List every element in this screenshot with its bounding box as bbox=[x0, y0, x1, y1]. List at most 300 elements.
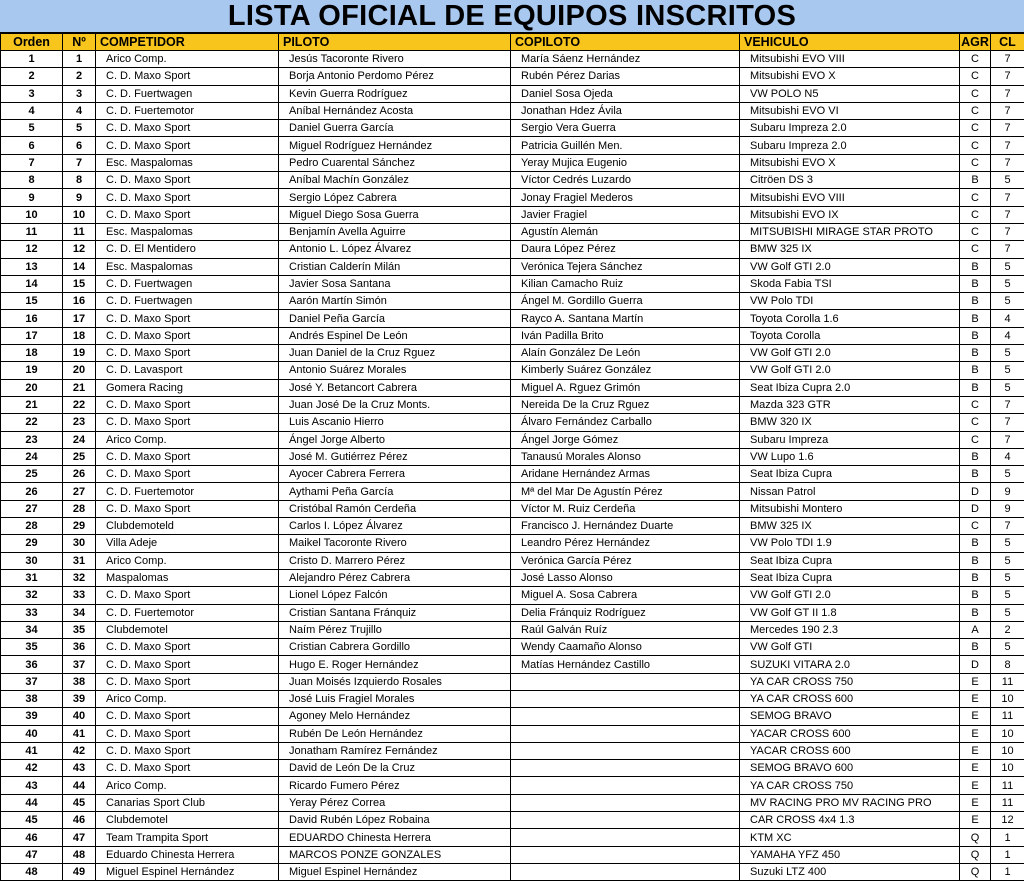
piloto-cell: David de León De la Cruz bbox=[279, 760, 511, 777]
vehiculo-cell: Seat Ibiza Cupra bbox=[740, 552, 960, 569]
cl-cell: 7 bbox=[991, 431, 1024, 448]
table-row bbox=[1, 275, 1024, 292]
copiloto-cell: José Lasso Alonso bbox=[511, 569, 740, 586]
competidor-cell: C. D. Maxo Sport bbox=[96, 448, 279, 465]
copiloto-cell: Delia Fránquiz Rodríguez bbox=[511, 604, 740, 621]
agr-cell: B bbox=[960, 552, 991, 569]
table-row bbox=[1, 846, 1024, 863]
table-row bbox=[1, 172, 1024, 189]
vehiculo-cell: VW Golf GTI 2.0 bbox=[740, 587, 960, 604]
copiloto-cell bbox=[511, 846, 740, 863]
agr-cell: E bbox=[960, 794, 991, 811]
orden-cell: 44 bbox=[1, 794, 63, 811]
copiloto-cell: Patricia Guillén Men. bbox=[511, 137, 740, 154]
competidor-cell: Maspalomas bbox=[96, 569, 279, 586]
numero-cell: 21 bbox=[63, 379, 96, 396]
table-row bbox=[1, 777, 1024, 794]
orden-cell: 20 bbox=[1, 379, 63, 396]
competidor-cell: C. D. Maxo Sport bbox=[96, 189, 279, 206]
table-row bbox=[1, 51, 1024, 68]
vehiculo-cell: Subaru Impreza bbox=[740, 431, 960, 448]
orden-cell: 40 bbox=[1, 725, 63, 742]
column-header-cl: CL bbox=[991, 34, 1024, 51]
numero-cell: 3 bbox=[63, 85, 96, 102]
piloto-cell: Hugo E. Roger Hernández bbox=[279, 656, 511, 673]
cl-cell: 5 bbox=[991, 258, 1024, 275]
vehiculo-cell: VW Golf GT II 1.8 bbox=[740, 604, 960, 621]
copiloto-cell: Agustín Alemán bbox=[511, 223, 740, 240]
cl-cell: 1 bbox=[991, 863, 1024, 880]
competidor-cell: Gomera Racing bbox=[96, 379, 279, 396]
table-row bbox=[1, 621, 1024, 638]
competidor-cell: C. D. Maxo Sport bbox=[96, 656, 279, 673]
piloto-cell: José Luis Fragiel Morales bbox=[279, 690, 511, 707]
copiloto-cell bbox=[511, 673, 740, 690]
numero-cell: 36 bbox=[63, 639, 96, 656]
vehiculo-cell: MITSUBISHI MIRAGE STAR PROTO bbox=[740, 223, 960, 240]
competidor-cell: C. D. Maxo Sport bbox=[96, 206, 279, 223]
vehiculo-cell: Mitsubishi EVO X bbox=[740, 154, 960, 171]
orden-cell: 47 bbox=[1, 846, 63, 863]
agr-cell: E bbox=[960, 760, 991, 777]
copiloto-cell: Kilian Camacho Ruiz bbox=[511, 275, 740, 292]
copiloto-cell bbox=[511, 794, 740, 811]
table-row bbox=[1, 708, 1024, 725]
numero-cell: 31 bbox=[63, 552, 96, 569]
competidor-cell: Clubdemotel bbox=[96, 621, 279, 638]
vehiculo-cell: KTM XC bbox=[740, 829, 960, 846]
numero-cell: 18 bbox=[63, 327, 96, 344]
table-row bbox=[1, 639, 1024, 656]
cl-cell: 7 bbox=[991, 518, 1024, 535]
vehiculo-cell: Mitsubishi EVO IX bbox=[740, 206, 960, 223]
copiloto-cell: Javier Fragiel bbox=[511, 206, 740, 223]
copiloto-cell: Matías Hernández Castillo bbox=[511, 656, 740, 673]
agr-cell: C bbox=[960, 85, 991, 102]
vehiculo-cell: Mazda 323 GTR bbox=[740, 396, 960, 413]
piloto-cell: Daniel Guerra García bbox=[279, 120, 511, 137]
competidor-cell: C. D. Maxo Sport bbox=[96, 414, 279, 431]
piloto-cell: Jonatham Ramírez Fernández bbox=[279, 742, 511, 759]
copiloto-cell: Verónica Tejera Sánchez bbox=[511, 258, 740, 275]
competidor-cell: C. D. Maxo Sport bbox=[96, 466, 279, 483]
numero-cell: 26 bbox=[63, 466, 96, 483]
numero-cell: 11 bbox=[63, 223, 96, 240]
agr-cell: C bbox=[960, 414, 991, 431]
agr-cell: E bbox=[960, 673, 991, 690]
competidor-cell: Arico Comp. bbox=[96, 690, 279, 707]
table-row bbox=[1, 362, 1024, 379]
orden-cell: 42 bbox=[1, 760, 63, 777]
agr-cell: E bbox=[960, 725, 991, 742]
agr-cell: E bbox=[960, 812, 991, 829]
piloto-cell: Sergio López Cabrera bbox=[279, 189, 511, 206]
numero-cell: 9 bbox=[63, 189, 96, 206]
agr-cell: D bbox=[960, 656, 991, 673]
agr-cell: A bbox=[960, 621, 991, 638]
numero-cell: 10 bbox=[63, 206, 96, 223]
copiloto-cell: Verónica García Pérez bbox=[511, 552, 740, 569]
table-row bbox=[1, 863, 1024, 880]
agr-cell: B bbox=[960, 569, 991, 586]
orden-cell: 27 bbox=[1, 500, 63, 517]
piloto-cell: Antonio Suárez Morales bbox=[279, 362, 511, 379]
competidor-cell: Clubdemoteld bbox=[96, 518, 279, 535]
copiloto-cell bbox=[511, 812, 740, 829]
copiloto-cell bbox=[511, 742, 740, 759]
cl-cell: 12 bbox=[991, 812, 1024, 829]
orden-cell: 23 bbox=[1, 431, 63, 448]
table-row bbox=[1, 812, 1024, 829]
agr-cell: E bbox=[960, 690, 991, 707]
vehiculo-cell: Nissan Patrol bbox=[740, 483, 960, 500]
numero-cell: 44 bbox=[63, 777, 96, 794]
piloto-cell: Luis Ascanio Hierro bbox=[279, 414, 511, 431]
numero-cell: 8 bbox=[63, 172, 96, 189]
competidor-cell: C. D. Maxo Sport bbox=[96, 639, 279, 656]
piloto-cell: Cristo D. Marrero Pérez bbox=[279, 552, 511, 569]
competidor-cell: C. D. Fuertwagen bbox=[96, 275, 279, 292]
cl-cell: 7 bbox=[991, 51, 1024, 68]
cl-cell: 11 bbox=[991, 777, 1024, 794]
competidor-cell: C. D. Maxo Sport bbox=[96, 396, 279, 413]
copiloto-cell bbox=[511, 829, 740, 846]
piloto-cell: EDUARDO Chinesta Herrera bbox=[279, 829, 511, 846]
copiloto-cell: Raúl Galván Ruíz bbox=[511, 621, 740, 638]
piloto-cell: Cristóbal Ramón Cerdeña bbox=[279, 500, 511, 517]
competidor-cell: Arico Comp. bbox=[96, 777, 279, 794]
agr-cell: D bbox=[960, 483, 991, 500]
table-row bbox=[1, 518, 1024, 535]
piloto-cell: Aníbal Hernández Acosta bbox=[279, 102, 511, 119]
vehiculo-cell: SEMOG BRAVO bbox=[740, 708, 960, 725]
vehiculo-cell: SEMOG BRAVO 600 bbox=[740, 760, 960, 777]
table-row bbox=[1, 345, 1024, 362]
agr-cell: C bbox=[960, 223, 991, 240]
piloto-cell: Ricardo Fumero Pérez bbox=[279, 777, 511, 794]
cl-cell: 7 bbox=[991, 206, 1024, 223]
agr-cell: C bbox=[960, 68, 991, 85]
table-row bbox=[1, 379, 1024, 396]
orden-cell: 28 bbox=[1, 518, 63, 535]
piloto-cell: MARCOS PONZE GONZALES bbox=[279, 846, 511, 863]
competidor-cell: C. D. Fuertemotor bbox=[96, 483, 279, 500]
numero-cell: 15 bbox=[63, 275, 96, 292]
vehiculo-cell: Toyota Corolla bbox=[740, 327, 960, 344]
table-row bbox=[1, 206, 1024, 223]
table-row bbox=[1, 137, 1024, 154]
numero-cell: 25 bbox=[63, 448, 96, 465]
competidor-cell: C. D. Fuertwagen bbox=[96, 293, 279, 310]
cl-cell: 1 bbox=[991, 846, 1024, 863]
agr-cell: C bbox=[960, 137, 991, 154]
cl-cell: 7 bbox=[991, 120, 1024, 137]
agr-cell: C bbox=[960, 396, 991, 413]
vehiculo-cell: VW POLO N5 bbox=[740, 85, 960, 102]
numero-cell: 48 bbox=[63, 846, 96, 863]
column-header-orden: Orden bbox=[1, 34, 63, 51]
cl-cell: 10 bbox=[991, 725, 1024, 742]
cl-cell: 5 bbox=[991, 639, 1024, 656]
orden-cell: 18 bbox=[1, 345, 63, 362]
cl-cell: 5 bbox=[991, 275, 1024, 292]
table-row bbox=[1, 725, 1024, 742]
column-header-vehiculo: VEHICULO bbox=[740, 34, 960, 51]
copiloto-cell: Rubén Pérez Darias bbox=[511, 68, 740, 85]
table-row bbox=[1, 414, 1024, 431]
vehiculo-cell: VW Golf GTI 2.0 bbox=[740, 362, 960, 379]
agr-cell: C bbox=[960, 154, 991, 171]
copiloto-cell: Miguel A. Sosa Cabrera bbox=[511, 587, 740, 604]
competidor-cell: Esc. Maspalomas bbox=[96, 258, 279, 275]
numero-cell: 42 bbox=[63, 742, 96, 759]
copiloto-cell: María Sáenz Hernández bbox=[511, 51, 740, 68]
piloto-cell: Borja Antonio Perdomo Pérez bbox=[279, 68, 511, 85]
cl-cell: 5 bbox=[991, 293, 1024, 310]
table-row bbox=[1, 120, 1024, 137]
numero-cell: 34 bbox=[63, 604, 96, 621]
vehiculo-cell: Seat Ibiza Cupra bbox=[740, 569, 960, 586]
piloto-cell: Juan Moisés Izquierdo Rosales bbox=[279, 673, 511, 690]
table-row bbox=[1, 293, 1024, 310]
orden-cell: 37 bbox=[1, 673, 63, 690]
piloto-cell: Jesús Tacoronte Rivero bbox=[279, 51, 511, 68]
agr-cell: C bbox=[960, 102, 991, 119]
orden-cell: 1 bbox=[1, 51, 63, 68]
cl-cell: 7 bbox=[991, 68, 1024, 85]
competidor-cell: Esc. Maspalomas bbox=[96, 223, 279, 240]
numero-cell: 5 bbox=[63, 120, 96, 137]
piloto-cell: Lionel López Falcón bbox=[279, 587, 511, 604]
numero-cell: 40 bbox=[63, 708, 96, 725]
copiloto-cell: Rayco A. Santana Martín bbox=[511, 310, 740, 327]
orden-cell: 4 bbox=[1, 102, 63, 119]
competidor-cell: C. D. Fuertemotor bbox=[96, 604, 279, 621]
copiloto-cell bbox=[511, 708, 740, 725]
piloto-cell: Aníbal Machín González bbox=[279, 172, 511, 189]
numero-cell: 47 bbox=[63, 829, 96, 846]
agr-cell: B bbox=[960, 293, 991, 310]
copiloto-cell: Víctor Cedrés Luzardo bbox=[511, 172, 740, 189]
numero-cell: 12 bbox=[63, 241, 96, 258]
vehiculo-cell: BMW 325 IX bbox=[740, 241, 960, 258]
numero-cell: 4 bbox=[63, 102, 96, 119]
cl-cell: 10 bbox=[991, 742, 1024, 759]
agr-cell: B bbox=[960, 310, 991, 327]
copiloto-cell: Iván Padilla Brito bbox=[511, 327, 740, 344]
competidor-cell: C. D. Maxo Sport bbox=[96, 742, 279, 759]
vehiculo-cell: CAR CROSS 4x4 1.3 bbox=[740, 812, 960, 829]
numero-cell: 14 bbox=[63, 258, 96, 275]
piloto-cell: Agoney Melo Hernández bbox=[279, 708, 511, 725]
numero-cell: 2 bbox=[63, 68, 96, 85]
vehiculo-cell: Mitsubishi Montero bbox=[740, 500, 960, 517]
competidor-cell: C. D. Maxo Sport bbox=[96, 137, 279, 154]
table-row bbox=[1, 742, 1024, 759]
orden-cell: 8 bbox=[1, 172, 63, 189]
cl-cell: 10 bbox=[991, 760, 1024, 777]
agr-cell: B bbox=[960, 604, 991, 621]
vehiculo-cell: Seat Ibiza Cupra 2.0 bbox=[740, 379, 960, 396]
competidor-cell: C. D. Maxo Sport bbox=[96, 500, 279, 517]
vehiculo-cell: VW Lupo 1.6 bbox=[740, 448, 960, 465]
cl-cell: 8 bbox=[991, 656, 1024, 673]
numero-cell: 6 bbox=[63, 137, 96, 154]
piloto-cell: Miguel Diego Sosa Guerra bbox=[279, 206, 511, 223]
cl-cell: 4 bbox=[991, 448, 1024, 465]
table-header-row bbox=[1, 34, 1024, 51]
competidor-cell: Arico Comp. bbox=[96, 431, 279, 448]
cl-cell: 11 bbox=[991, 673, 1024, 690]
copiloto-cell: Daura López Pérez bbox=[511, 241, 740, 258]
vehiculo-cell: Mitsubishi EVO VI bbox=[740, 102, 960, 119]
cl-cell: 5 bbox=[991, 172, 1024, 189]
numero-cell: 22 bbox=[63, 396, 96, 413]
numero-cell: 41 bbox=[63, 725, 96, 742]
orden-cell: 48 bbox=[1, 863, 63, 880]
copiloto-cell: Yeray Mujica Eugenio bbox=[511, 154, 740, 171]
numero-cell: 24 bbox=[63, 431, 96, 448]
agr-cell: B bbox=[960, 327, 991, 344]
piloto-cell: Yeray Pérez Correa bbox=[279, 794, 511, 811]
orden-cell: 34 bbox=[1, 621, 63, 638]
piloto-cell: Antonio L. López Álvarez bbox=[279, 241, 511, 258]
copiloto-cell: Jonay Fragiel Mederos bbox=[511, 189, 740, 206]
table-row bbox=[1, 223, 1024, 240]
orden-cell: 16 bbox=[1, 310, 63, 327]
vehiculo-cell: Suzuki LTZ 400 bbox=[740, 863, 960, 880]
table-row bbox=[1, 154, 1024, 171]
table-row bbox=[1, 85, 1024, 102]
agr-cell: E bbox=[960, 708, 991, 725]
cl-cell: 7 bbox=[991, 189, 1024, 206]
agr-cell: B bbox=[960, 379, 991, 396]
table-row bbox=[1, 552, 1024, 569]
copiloto-cell: Aridane Hernández Armas bbox=[511, 466, 740, 483]
numero-cell: 29 bbox=[63, 518, 96, 535]
agr-cell: C bbox=[960, 189, 991, 206]
vehiculo-cell: MV RACING PRO MV RACING PRO bbox=[740, 794, 960, 811]
piloto-cell: José M. Gutiérrez Pérez bbox=[279, 448, 511, 465]
vehiculo-cell: YACAR CROSS 600 bbox=[740, 742, 960, 759]
vehiculo-cell: YAMAHA YFZ 450 bbox=[740, 846, 960, 863]
cl-cell: 4 bbox=[991, 327, 1024, 344]
agr-cell: B bbox=[960, 258, 991, 275]
orden-cell: 24 bbox=[1, 448, 63, 465]
table-row bbox=[1, 690, 1024, 707]
competidor-cell: C. D. Maxo Sport bbox=[96, 120, 279, 137]
column-header-agr: AGR bbox=[961, 35, 989, 49]
numero-cell: 46 bbox=[63, 812, 96, 829]
numero-cell: 19 bbox=[63, 345, 96, 362]
table-row bbox=[1, 241, 1024, 258]
cl-cell: 7 bbox=[991, 414, 1024, 431]
cl-cell: 7 bbox=[991, 396, 1024, 413]
copiloto-cell bbox=[511, 863, 740, 880]
agr-cell: C bbox=[960, 431, 991, 448]
entry-list-table bbox=[0, 33, 1024, 881]
orden-cell: 14 bbox=[1, 275, 63, 292]
competidor-cell: C. D. Maxo Sport bbox=[96, 587, 279, 604]
vehiculo-cell: BMW 320 IX bbox=[740, 414, 960, 431]
vehiculo-cell: Mitsubishi EVO VIII bbox=[740, 189, 960, 206]
competidor-cell: Esc. Maspalomas bbox=[96, 154, 279, 171]
agr-cell: E bbox=[960, 742, 991, 759]
numero-cell: 23 bbox=[63, 414, 96, 431]
table-row bbox=[1, 327, 1024, 344]
orden-cell: 29 bbox=[1, 535, 63, 552]
piloto-cell: Alejandro Pérez Cabrera bbox=[279, 569, 511, 586]
agr-cell: B bbox=[960, 639, 991, 656]
copiloto-cell: Daniel Sosa Ojeda bbox=[511, 85, 740, 102]
orden-cell: 3 bbox=[1, 85, 63, 102]
competidor-cell: C. D. El Mentidero bbox=[96, 241, 279, 258]
cl-cell: 11 bbox=[991, 708, 1024, 725]
numero-cell: 28 bbox=[63, 500, 96, 517]
cl-cell: 1 bbox=[991, 829, 1024, 846]
orden-cell: 25 bbox=[1, 466, 63, 483]
cl-cell: 2 bbox=[991, 621, 1024, 638]
copiloto-cell: Leandro Pérez Hernández bbox=[511, 535, 740, 552]
piloto-cell: Aythami Peña García bbox=[279, 483, 511, 500]
agr-cell: B bbox=[960, 448, 991, 465]
competidor-cell: C. D. Maxo Sport bbox=[96, 708, 279, 725]
numero-cell: 37 bbox=[63, 656, 96, 673]
copiloto-cell: Sergio Vera Guerra bbox=[511, 120, 740, 137]
orden-cell: 43 bbox=[1, 777, 63, 794]
competidor-cell: Arico Comp. bbox=[96, 552, 279, 569]
orden-cell: 2 bbox=[1, 68, 63, 85]
numero-cell: 27 bbox=[63, 483, 96, 500]
piloto-cell: Maikel Tacoronte Rivero bbox=[279, 535, 511, 552]
competidor-cell: C. D. Lavasport bbox=[96, 362, 279, 379]
agr-cell: Q bbox=[960, 846, 991, 863]
copiloto-cell bbox=[511, 690, 740, 707]
piloto-cell: Aarón Martín Simón bbox=[279, 293, 511, 310]
agr-cell: Q bbox=[960, 863, 991, 880]
competidor-cell: Miguel Espinel Hernández bbox=[96, 863, 279, 880]
competidor-cell: C. D. Fuertemotor bbox=[96, 102, 279, 119]
piloto-cell: Miguel Rodríguez Hernández bbox=[279, 137, 511, 154]
orden-cell: 30 bbox=[1, 552, 63, 569]
competidor-cell: Eduardo Chinesta Herrera bbox=[96, 846, 279, 863]
table-row bbox=[1, 68, 1024, 85]
table-row bbox=[1, 673, 1024, 690]
piloto-cell: Ángel Jorge Alberto bbox=[279, 431, 511, 448]
vehiculo-cell: VW Golf GTI 2.0 bbox=[740, 345, 960, 362]
cl-cell: 7 bbox=[991, 102, 1024, 119]
agr-cell: C bbox=[960, 206, 991, 223]
orden-cell: 39 bbox=[1, 708, 63, 725]
piloto-cell: Andrés Espinel De León bbox=[279, 327, 511, 344]
vehiculo-cell: Mercedes 190 2.3 bbox=[740, 621, 960, 638]
agr-cell: B bbox=[960, 535, 991, 552]
table-row bbox=[1, 448, 1024, 465]
cl-cell: 5 bbox=[991, 345, 1024, 362]
table-row bbox=[1, 794, 1024, 811]
vehiculo-cell: YA CAR CROSS 750 bbox=[740, 673, 960, 690]
copiloto-cell: Víctor M. Ruiz Cerdeña bbox=[511, 500, 740, 517]
cl-cell: 7 bbox=[991, 85, 1024, 102]
copiloto-cell: Tanausú Morales Alonso bbox=[511, 448, 740, 465]
table-row bbox=[1, 500, 1024, 517]
competidor-cell: C. D. Maxo Sport bbox=[96, 327, 279, 344]
numero-cell: 16 bbox=[63, 293, 96, 310]
vehiculo-cell: VW Golf GTI bbox=[740, 639, 960, 656]
table-row bbox=[1, 310, 1024, 327]
cl-cell: 5 bbox=[991, 466, 1024, 483]
cl-cell: 11 bbox=[991, 794, 1024, 811]
